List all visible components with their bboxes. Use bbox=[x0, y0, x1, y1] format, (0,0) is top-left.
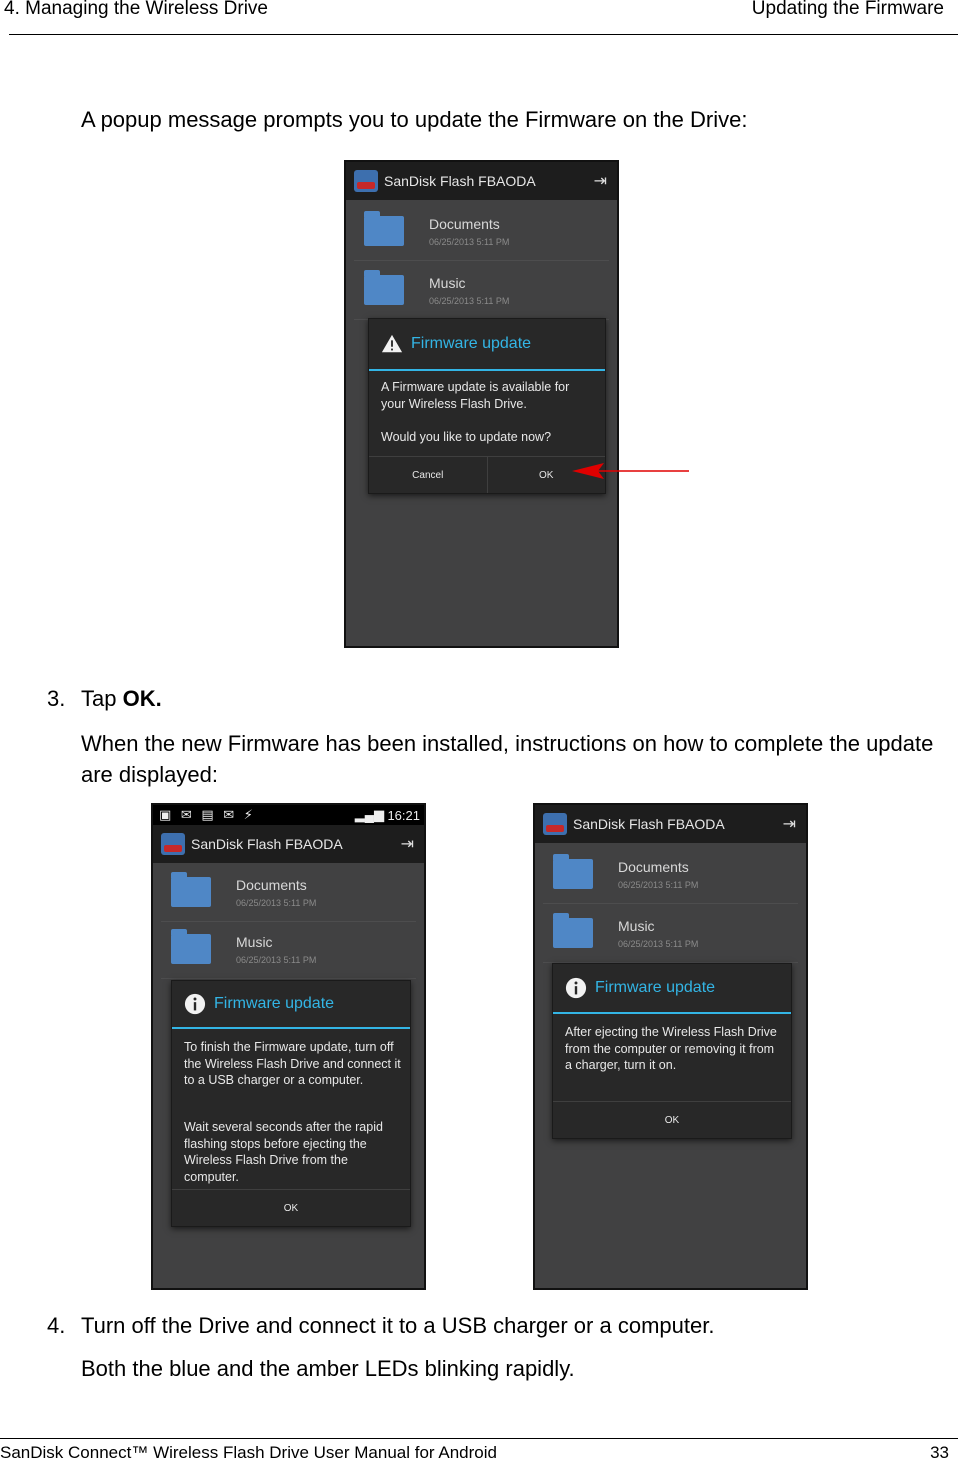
dialog-title: Firmware update bbox=[595, 979, 716, 996]
item-date: 06/25/2013 5:11 PM bbox=[429, 296, 510, 306]
ok-button[interactable]: OK bbox=[283, 1202, 299, 1214]
footer-title: SanDisk Connect™ Wireless Flash Drive User Manual for Android bbox=[0, 1443, 497, 1462]
sandisk-logo-icon bbox=[354, 170, 378, 192]
step-4-number: 4. bbox=[47, 1313, 66, 1338]
dialog-message: After ejecting the Wireless Flash Drive from the computer or removing it from a charger, turn it on. bbox=[565, 1025, 777, 1072]
ok-button[interactable]: OK bbox=[664, 1114, 680, 1126]
item-date: 06/25/2013 5:11 PM bbox=[618, 880, 699, 890]
dialog-message: A Firmware update is available for your Wireless Flash Drive. bbox=[381, 380, 570, 411]
app-bar bbox=[346, 162, 617, 200]
item-name: Music bbox=[618, 918, 655, 934]
item-date: 06/25/2013 5:11 PM bbox=[236, 955, 317, 965]
app-title: SanDisk Flash FBAODA bbox=[384, 173, 536, 189]
step-3-number: 3. bbox=[47, 686, 66, 711]
list-item[interactable] bbox=[543, 845, 798, 904]
step-3-paragraph: When the new Firmware has been installed, instructions on how to complete the update are displayed: bbox=[81, 731, 934, 787]
cancel-button[interactable]: Cancel bbox=[412, 469, 444, 481]
list-item[interactable] bbox=[354, 261, 609, 320]
step-4-instruction: Turn off the Drive and connect it to a USB charger or a computer. bbox=[81, 1313, 715, 1338]
dialog-title: Firmware update bbox=[214, 995, 335, 1012]
header-section: Updating the Firmware bbox=[751, 0, 944, 19]
screenshot-after-ejecting bbox=[533, 803, 808, 1290]
dialog-title-bar bbox=[553, 964, 791, 1014]
dialog-buttons bbox=[553, 1101, 791, 1138]
app-title: SanDisk Flash FBAODA bbox=[191, 836, 343, 852]
app-title: SanDisk Flash FBAODA bbox=[573, 816, 725, 832]
folder-icon bbox=[364, 275, 404, 305]
list-item[interactable] bbox=[161, 863, 416, 922]
list-item[interactable] bbox=[354, 202, 609, 261]
folder-icon bbox=[364, 216, 404, 246]
ok-button[interactable]: OK bbox=[487, 457, 606, 493]
page-number: 33 bbox=[930, 1443, 949, 1462]
step-3-prefix: Tap bbox=[81, 686, 123, 711]
list-item[interactable] bbox=[543, 904, 798, 963]
folder-icon bbox=[171, 934, 211, 964]
status-time: 16:21 bbox=[387, 807, 420, 823]
exit-icon[interactable]: ⇥ bbox=[782, 816, 796, 833]
folder-icon bbox=[171, 877, 211, 907]
screenshot-update-prompt bbox=[344, 160, 619, 648]
item-name: Documents bbox=[236, 877, 307, 893]
item-name: Music bbox=[236, 934, 273, 950]
header-divider bbox=[9, 34, 958, 35]
step-4-paragraph: Both the blue and the amber LEDs blinking rapidly. bbox=[81, 1356, 575, 1381]
info-icon bbox=[565, 977, 587, 999]
dialog-title: Firmware update bbox=[411, 335, 532, 352]
firmware-dialog bbox=[552, 963, 792, 1139]
dialog-buttons bbox=[172, 1189, 410, 1226]
info-icon bbox=[184, 993, 206, 1015]
status-bar bbox=[153, 805, 424, 825]
list-item[interactable] bbox=[161, 920, 416, 979]
firmware-dialog bbox=[171, 980, 411, 1227]
item-date: 06/25/2013 5:11 PM bbox=[236, 898, 317, 908]
folder-icon bbox=[553, 918, 593, 948]
dialog-title-bar bbox=[172, 981, 410, 1029]
notification-icons: ▣ ✉ ▤ ✉ ⚡ bbox=[159, 807, 256, 822]
footer-divider bbox=[0, 1438, 958, 1439]
exit-icon[interactable]: ⇥ bbox=[400, 836, 414, 853]
warning-icon bbox=[381, 333, 403, 355]
dialog-question: Would you like to update now? bbox=[381, 430, 552, 444]
exit-icon[interactable]: ⇥ bbox=[593, 173, 607, 190]
app-bar bbox=[153, 825, 424, 863]
callout-arrow-icon bbox=[570, 460, 692, 484]
item-date: 06/25/2013 5:11 PM bbox=[429, 237, 510, 247]
dialog-message: To finish the Firmware update, turn off the Wireless Flash Drive and connect it to a USB charger or a computer. bbox=[184, 1040, 401, 1087]
signal-icon: ▂▄▆ bbox=[354, 807, 384, 822]
step-3-instruction bbox=[81, 683, 162, 714]
item-name: Documents bbox=[429, 216, 500, 232]
folder-icon bbox=[553, 859, 593, 889]
dialog-title-bar bbox=[369, 319, 605, 371]
intro-paragraph: A popup message prompts you to update the Firmware on the Drive: bbox=[81, 107, 748, 132]
item-name: Documents bbox=[618, 859, 689, 875]
sandisk-logo-icon bbox=[161, 833, 185, 855]
dialog-message-wait: Wait several seconds after the rapid flashing stops before ejecting the Wireless Flash Drive from the computer. bbox=[184, 1120, 383, 1184]
screenshot-finish-instructions bbox=[151, 803, 426, 1290]
item-date: 06/25/2013 5:11 PM bbox=[618, 939, 699, 949]
item-name: Music bbox=[429, 275, 466, 291]
step-3-ok-bold: OK. bbox=[122, 686, 162, 711]
sandisk-logo-icon bbox=[543, 813, 567, 835]
header-chapter: 4. Managing the Wireless Drive bbox=[4, 0, 268, 19]
app-bar bbox=[535, 805, 806, 843]
